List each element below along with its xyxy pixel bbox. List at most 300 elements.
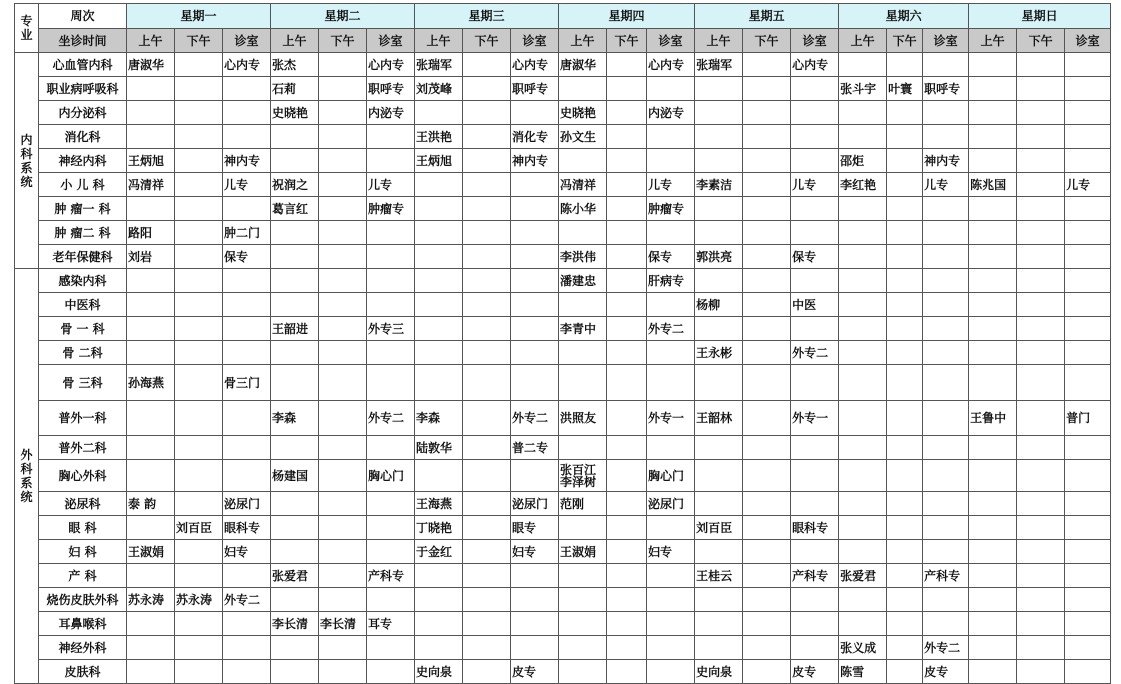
doctor-cell <box>559 365 607 401</box>
room-cell <box>511 221 559 245</box>
room-cell <box>923 269 969 293</box>
doctor-cell <box>463 125 511 149</box>
room-cell <box>647 149 695 173</box>
room-cell <box>923 221 969 245</box>
doctor-cell <box>319 293 367 317</box>
room-cell <box>923 101 969 125</box>
room-cell: 保专 <box>791 245 839 269</box>
doctor-cell <box>887 173 923 197</box>
room-cell <box>791 269 839 293</box>
room-cell: 儿专 <box>923 173 969 197</box>
doctor-cell <box>607 269 647 293</box>
doctor-cell <box>969 125 1017 149</box>
doctor-cell: 泰 韵 <box>127 492 175 516</box>
doctor-cell <box>1017 293 1065 317</box>
doctor-cell: 李素洁 <box>695 173 743 197</box>
room-cell <box>223 460 271 492</box>
doctor-cell <box>415 564 463 588</box>
header-day: 星期三 <box>415 4 559 29</box>
doctor-cell <box>887 197 923 221</box>
doctor-cell <box>743 101 791 125</box>
doctor-cell <box>743 436 791 460</box>
header-sub: 诊室 <box>367 29 415 53</box>
room-cell <box>1065 492 1111 516</box>
doctor-cell <box>887 341 923 365</box>
room-cell: 外专二 <box>647 317 695 341</box>
doctor-cell <box>463 492 511 516</box>
doctor-cell <box>887 245 923 269</box>
room-cell <box>1065 221 1111 245</box>
doctor-cell: 孙海燕 <box>127 365 175 401</box>
doctor-cell <box>319 269 367 293</box>
doctor-cell <box>127 125 175 149</box>
doctor-cell <box>319 588 367 612</box>
doctor-cell <box>1017 588 1065 612</box>
doctor-cell <box>695 317 743 341</box>
doctor-cell: 刘岩 <box>127 245 175 269</box>
room-cell <box>511 173 559 197</box>
doctor-cell <box>415 460 463 492</box>
doctor-cell: 杨柳 <box>695 293 743 317</box>
doctor-cell <box>127 516 175 540</box>
header-sub: 下午 <box>1017 29 1065 53</box>
specialty-name: 普外二科 <box>39 436 127 460</box>
doctor-cell <box>607 492 647 516</box>
doctor-cell <box>415 588 463 612</box>
doctor-cell <box>319 77 367 101</box>
doctor-cell <box>607 197 647 221</box>
room-cell <box>367 221 415 245</box>
doctor-cell <box>463 588 511 612</box>
room-cell <box>223 101 271 125</box>
doctor-cell <box>415 317 463 341</box>
table-row <box>15 53 1111 77</box>
doctor-cell <box>839 197 887 221</box>
doctor-cell: 李红艳 <box>839 173 887 197</box>
doctor-cell <box>271 436 319 460</box>
room-cell: 耳专 <box>367 612 415 636</box>
doctor-cell: 唐淑华 <box>127 53 175 77</box>
doctor-cell <box>1017 317 1065 341</box>
doctor-cell <box>1017 636 1065 660</box>
doctor-cell <box>607 341 647 365</box>
room-cell <box>791 436 839 460</box>
doctor-cell: 邵炬 <box>839 149 887 173</box>
doctor-cell <box>607 293 647 317</box>
specialty-name: 骨 一 科 <box>39 317 127 341</box>
doctor-cell <box>969 436 1017 460</box>
header-day: 星期日 <box>969 4 1111 29</box>
doctor-cell <box>969 564 1017 588</box>
room-cell <box>1065 588 1111 612</box>
doctor-cell <box>695 101 743 125</box>
doctor-cell <box>695 612 743 636</box>
doctor-cell <box>695 492 743 516</box>
doctor-cell <box>271 588 319 612</box>
header-day: 星期六 <box>839 4 969 29</box>
doctor-cell <box>127 460 175 492</box>
doctor-cell <box>175 125 223 149</box>
specialty-name: 老年保健科 <box>39 245 127 269</box>
doctor-cell: 苏永涛 <box>127 588 175 612</box>
doctor-cell <box>463 612 511 636</box>
room-cell <box>923 245 969 269</box>
doctor-cell <box>743 612 791 636</box>
doctor-cell <box>559 293 607 317</box>
doctor-cell <box>839 221 887 245</box>
doctor-cell <box>839 588 887 612</box>
doctor-cell <box>743 460 791 492</box>
doctor-cell <box>607 245 647 269</box>
doctor-cell: 冯清祥 <box>127 173 175 197</box>
system-label: 外科系统 <box>15 269 39 684</box>
table-row <box>15 149 1111 173</box>
doctor-cell <box>607 149 647 173</box>
doctor-cell <box>743 269 791 293</box>
room-cell <box>223 401 271 436</box>
table-row <box>15 341 1111 365</box>
doctor-cell <box>415 341 463 365</box>
doctor-cell <box>607 588 647 612</box>
room-cell: 外专二 <box>923 636 969 660</box>
header-sub: 下午 <box>175 29 223 53</box>
doctor-cell <box>839 401 887 436</box>
room-cell <box>1065 269 1111 293</box>
doctor-cell <box>463 173 511 197</box>
room-cell <box>511 365 559 401</box>
doctor-cell <box>1017 101 1065 125</box>
room-cell <box>791 588 839 612</box>
header-sub: 诊室 <box>223 29 271 53</box>
doctor-cell <box>839 436 887 460</box>
doctor-cell: 洪照友 <box>559 401 607 436</box>
room-cell: 职呼专 <box>367 77 415 101</box>
room-cell <box>367 516 415 540</box>
specialty-name: 肿 瘤一 科 <box>39 197 127 221</box>
doctor-cell: 张瑞军 <box>695 53 743 77</box>
room-cell <box>367 245 415 269</box>
doctor-cell <box>271 516 319 540</box>
doctor-cell <box>1017 221 1065 245</box>
doctor-cell <box>743 245 791 269</box>
doctor-cell <box>1017 612 1065 636</box>
doctor-cell: 王洪艳 <box>415 125 463 149</box>
table-row <box>15 365 1111 401</box>
doctor-cell <box>969 269 1017 293</box>
doctor-cell <box>887 53 923 77</box>
header-major: 专业 <box>15 4 39 53</box>
doctor-cell <box>695 197 743 221</box>
room-cell <box>647 77 695 101</box>
doctor-cell <box>607 564 647 588</box>
room-cell <box>223 197 271 221</box>
room-cell <box>791 221 839 245</box>
room-cell <box>367 588 415 612</box>
room-cell <box>367 540 415 564</box>
doctor-cell <box>415 269 463 293</box>
doctor-cell <box>839 125 887 149</box>
doctor-cell <box>415 365 463 401</box>
doctor-cell <box>743 341 791 365</box>
doctor-cell <box>127 636 175 660</box>
room-cell <box>923 516 969 540</box>
doctor-cell <box>743 540 791 564</box>
room-cell <box>791 317 839 341</box>
doctor-cell <box>127 101 175 125</box>
doctor-cell: 张杰 <box>271 53 319 77</box>
room-cell <box>511 460 559 492</box>
room-cell <box>511 293 559 317</box>
doctor-cell <box>559 564 607 588</box>
room-cell: 儿专 <box>223 173 271 197</box>
doctor-cell <box>127 436 175 460</box>
doctor-cell <box>969 341 1017 365</box>
specialty-name: 中医科 <box>39 293 127 317</box>
doctor-cell <box>1017 149 1065 173</box>
room-cell <box>1065 293 1111 317</box>
room-cell <box>647 125 695 149</box>
room-cell: 普门 <box>1065 401 1111 436</box>
doctor-cell <box>887 460 923 492</box>
doctor-cell <box>319 341 367 365</box>
doctor-cell <box>175 101 223 125</box>
room-cell <box>791 149 839 173</box>
doctor-cell <box>175 564 223 588</box>
doctor-cell: 史向泉 <box>415 660 463 684</box>
doctor-cell <box>415 293 463 317</box>
header-sub: 上午 <box>839 29 887 53</box>
doctor-cell <box>743 77 791 101</box>
room-cell <box>367 492 415 516</box>
room-cell: 职呼专 <box>511 77 559 101</box>
doctor-cell <box>607 516 647 540</box>
doctor-cell <box>839 317 887 341</box>
doctor-cell <box>271 293 319 317</box>
doctor-cell <box>319 197 367 221</box>
system-label: 内科系统 <box>15 53 39 269</box>
doctor-cell <box>695 77 743 101</box>
room-cell: 心内专 <box>511 53 559 77</box>
doctor-cell <box>463 636 511 660</box>
doctor-cell <box>743 516 791 540</box>
doctor-cell <box>969 365 1017 401</box>
doctor-cell <box>559 436 607 460</box>
room-cell: 心内专 <box>367 53 415 77</box>
room-cell: 妇专 <box>511 540 559 564</box>
doctor-cell <box>695 149 743 173</box>
doctor-cell <box>607 460 647 492</box>
table-row <box>15 173 1111 197</box>
doctor-cell <box>175 149 223 173</box>
doctor-cell <box>271 149 319 173</box>
doctor-cell: 叶寰 <box>887 77 923 101</box>
header-sub: 下午 <box>743 29 791 53</box>
header-day: 星期二 <box>271 4 415 29</box>
doctor-cell: 路阳 <box>127 221 175 245</box>
doctor-cell: 李长清 <box>271 612 319 636</box>
room-cell: 职呼专 <box>923 77 969 101</box>
header-day: 星期五 <box>695 4 839 29</box>
room-cell: 骨三门 <box>223 365 271 401</box>
doctor-cell <box>175 173 223 197</box>
room-cell <box>923 53 969 77</box>
doctor-cell <box>1017 53 1065 77</box>
doctor-cell: 于金红 <box>415 540 463 564</box>
doctor-cell <box>969 221 1017 245</box>
specialty-name: 感染内科 <box>39 269 127 293</box>
room-cell <box>647 636 695 660</box>
room-cell: 产科专 <box>923 564 969 588</box>
doctor-cell <box>127 77 175 101</box>
doctor-cell <box>319 173 367 197</box>
room-cell <box>511 197 559 221</box>
table-row <box>15 293 1111 317</box>
doctor-cell <box>743 365 791 401</box>
doctor-cell: 陆敦华 <box>415 436 463 460</box>
room-cell <box>1065 149 1111 173</box>
doctor-cell <box>175 540 223 564</box>
doctor-cell <box>1017 516 1065 540</box>
doctor-cell <box>695 269 743 293</box>
doctor-cell: 郭洪亮 <box>695 245 743 269</box>
doctor-cell <box>127 197 175 221</box>
header-sub: 诊室 <box>923 29 969 53</box>
doctor-cell <box>319 221 367 245</box>
doctor-cell <box>695 540 743 564</box>
doctor-cell <box>887 293 923 317</box>
room-cell <box>923 401 969 436</box>
room-cell <box>1065 197 1111 221</box>
doctor-cell <box>969 460 1017 492</box>
header-sub: 上午 <box>127 29 175 53</box>
room-cell <box>1065 101 1111 125</box>
doctor-cell <box>175 53 223 77</box>
doctor-cell <box>1017 564 1065 588</box>
doctor-cell <box>1017 269 1065 293</box>
specialty-name: 消化科 <box>39 125 127 149</box>
doctor-cell <box>887 125 923 149</box>
doctor-cell <box>607 436 647 460</box>
doctor-cell <box>415 636 463 660</box>
doctor-cell: 王淑娟 <box>559 540 607 564</box>
room-cell <box>1065 636 1111 660</box>
doctor-cell: 王桂云 <box>695 564 743 588</box>
table-row <box>15 636 1111 660</box>
doctor-cell: 张义成 <box>839 636 887 660</box>
table-row <box>15 492 1111 516</box>
doctor-cell <box>743 221 791 245</box>
room-cell <box>791 365 839 401</box>
doctor-cell <box>559 636 607 660</box>
doctor-cell <box>969 492 1017 516</box>
doctor-cell <box>839 460 887 492</box>
room-cell <box>791 540 839 564</box>
doctor-cell: 陈雪 <box>839 660 887 684</box>
doctor-cell: 张爱君 <box>839 564 887 588</box>
room-cell <box>511 564 559 588</box>
room-cell <box>647 341 695 365</box>
room-cell <box>223 269 271 293</box>
doctor-cell <box>463 365 511 401</box>
doctor-cell <box>271 245 319 269</box>
room-cell: 神内专 <box>223 149 271 173</box>
doctor-cell <box>607 540 647 564</box>
room-cell: 胸心门 <box>647 460 695 492</box>
doctor-cell <box>695 588 743 612</box>
room-cell: 外专二 <box>223 588 271 612</box>
doctor-cell: 唐淑华 <box>559 53 607 77</box>
room-cell <box>791 101 839 125</box>
room-cell <box>1065 612 1111 636</box>
doctor-cell <box>695 460 743 492</box>
doctor-cell <box>887 365 923 401</box>
header-sub: 上午 <box>271 29 319 53</box>
room-cell <box>923 436 969 460</box>
doctor-cell <box>969 77 1017 101</box>
doctor-cell: 李长清 <box>319 612 367 636</box>
room-cell <box>791 612 839 636</box>
doctor-cell <box>969 101 1017 125</box>
doctor-cell <box>271 636 319 660</box>
doctor-cell <box>743 564 791 588</box>
doctor-cell <box>743 401 791 436</box>
room-cell: 神内专 <box>511 149 559 173</box>
room-cell <box>223 636 271 660</box>
room-cell <box>647 564 695 588</box>
header-day: 星期四 <box>559 4 695 29</box>
room-cell <box>367 341 415 365</box>
doctor-cell <box>1017 460 1065 492</box>
doctor-cell <box>559 341 607 365</box>
room-cell <box>367 269 415 293</box>
room-cell <box>511 101 559 125</box>
header-sub: 上午 <box>969 29 1017 53</box>
doctor-cell <box>887 149 923 173</box>
doctor-cell <box>175 636 223 660</box>
doctor-cell <box>969 636 1017 660</box>
doctor-cell <box>319 317 367 341</box>
room-cell <box>647 516 695 540</box>
doctor-cell <box>127 564 175 588</box>
doctor-cell <box>887 492 923 516</box>
header-sub: 上午 <box>695 29 743 53</box>
room-cell: 胸心门 <box>367 460 415 492</box>
doctor-cell: 刘百臣 <box>695 516 743 540</box>
doctor-cell <box>695 221 743 245</box>
specialty-name: 烧伤皮肤外科 <box>39 588 127 612</box>
room-cell <box>647 365 695 401</box>
room-cell <box>791 460 839 492</box>
doctor-cell: 苏永涛 <box>175 588 223 612</box>
specialty-name: 神经外科 <box>39 636 127 660</box>
doctor-cell <box>463 149 511 173</box>
room-cell: 儿专 <box>791 173 839 197</box>
doctor-cell <box>175 401 223 436</box>
room-cell: 妇专 <box>223 540 271 564</box>
doctor-cell <box>839 516 887 540</box>
doctor-cell <box>1017 341 1065 365</box>
doctor-cell <box>839 365 887 401</box>
doctor-cell: 史晓艳 <box>559 101 607 125</box>
room-cell: 肿二门 <box>223 221 271 245</box>
doctor-cell <box>969 149 1017 173</box>
doctor-cell <box>969 53 1017 77</box>
header-sub: 诊室 <box>1065 29 1111 53</box>
room-cell <box>1065 77 1111 101</box>
doctor-cell: 王韶林 <box>695 401 743 436</box>
header-sub: 上午 <box>415 29 463 53</box>
table-row <box>15 125 1111 149</box>
